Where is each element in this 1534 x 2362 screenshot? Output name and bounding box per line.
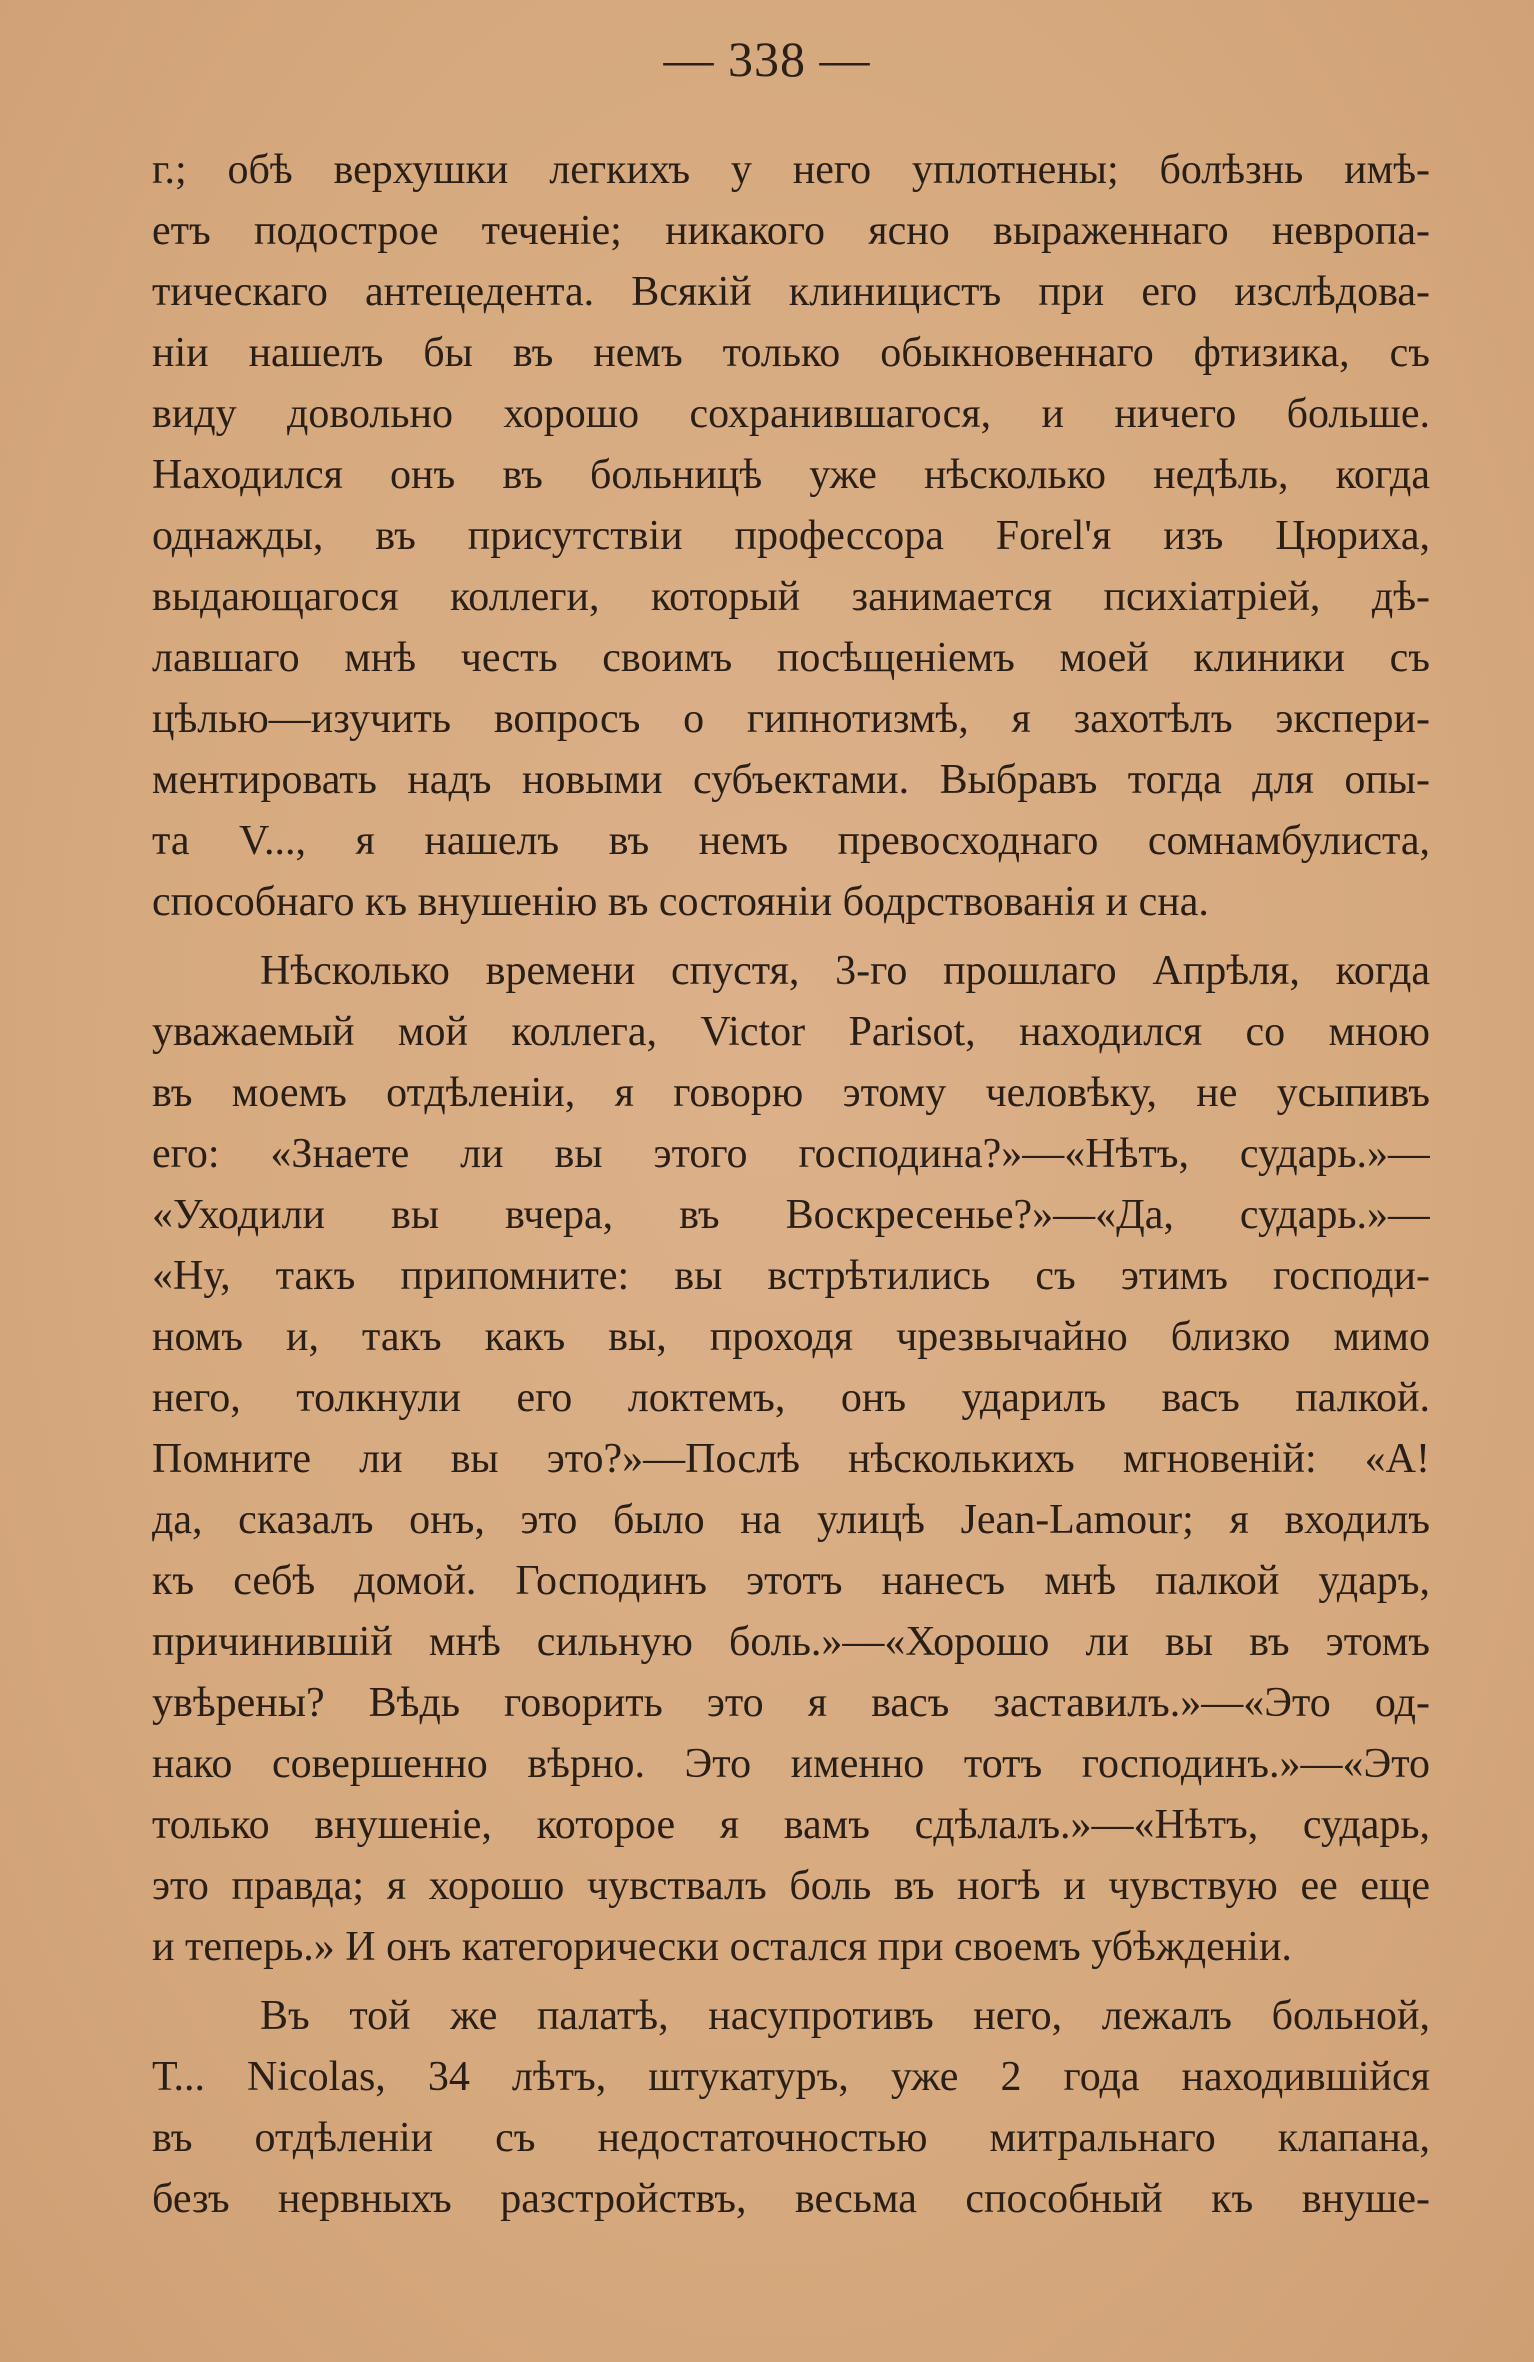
text-line: етъ подострое теченіе; никакого ясно выраженнаго невропа- bbox=[152, 208, 1430, 254]
text-line: способнаго къ внушенію въ состояніи бодрствованія и сна. bbox=[152, 879, 1209, 925]
text-line: Нѣсколько времени спустя, 3-го прошлаго Апрѣля, когда bbox=[260, 948, 1430, 994]
text-line: тическаго антецедента. Всякій клиницистъ при его изслѣдова- bbox=[152, 269, 1430, 315]
text-line: цѣлью—изучить вопросъ о гипнотизмѣ, я захотѣлъ экспери- bbox=[152, 696, 1430, 742]
text-line: въ моемъ отдѣленіи, я говорю этому человѣку, не усыпивъ bbox=[152, 1070, 1430, 1116]
text-line: него, толкнули его локтемъ, онъ ударилъ васъ палкой. bbox=[152, 1375, 1430, 1421]
text-line: лавшаго мнѣ честь своимъ посѣщеніемъ моей клиники съ bbox=[152, 635, 1430, 681]
text-line: только внушеніе, которое я вамъ сдѣлалъ.»—«Нѣтъ, сударь, bbox=[152, 1802, 1430, 1848]
text-line: и теперь.» И онъ категорически остался при своемъ убѣжденіи. bbox=[152, 1924, 1292, 1970]
text-line: Въ той же палатѣ, насупротивъ него, лежалъ больной, bbox=[260, 1993, 1430, 2039]
text-line: ментировать надъ новыми субъектами. Выбравъ тогда для опы- bbox=[152, 757, 1430, 803]
text-line: г.; обѣ верхушки легкихъ у него уплотнены; болѣзнь имѣ- bbox=[152, 147, 1430, 193]
text-line: къ себѣ домой. Господинъ этотъ нанесъ мнѣ палкой ударъ, bbox=[152, 1558, 1430, 1604]
text-line: это правда; я хорошо чувствалъ боль въ ногѣ и чувствую ее еще bbox=[152, 1863, 1430, 1909]
page-number: — 338 — bbox=[663, 31, 871, 87]
text-line: Т... Nicolas, 34 лѣтъ, штукатуръ, уже 2 года находившійся bbox=[152, 2054, 1430, 2100]
text-line: да, сказалъ онъ, это было на улицѣ Jean-Lamour; я входилъ bbox=[152, 1497, 1430, 1543]
text-line: та V..., я нашелъ въ немъ превосходнаго сомнамбулиста, bbox=[152, 818, 1430, 864]
text-line: Находился онъ въ больницѣ уже нѣсколько недѣль, когда bbox=[152, 452, 1430, 498]
paragraph-3 bbox=[152, 1986, 1430, 2230]
text-line: нако совершенно вѣрно. Это именно тотъ господинъ.»—«Это bbox=[152, 1741, 1430, 1787]
text-line: однажды, въ присутствіи профессора Forel'я изъ Цюриха, bbox=[152, 513, 1430, 559]
text-line: увѣрены? Вѣдь говорить это я васъ заставилъ.»—«Это од- bbox=[152, 1680, 1430, 1726]
text-line: ніи нашелъ бы въ немъ только обыкновеннаго фтизика, съ bbox=[152, 330, 1430, 376]
paragraph-2 bbox=[152, 941, 1430, 1978]
text-line: номъ и, такъ какъ вы, проходя чрезвычайно близко мимо bbox=[152, 1314, 1430, 1360]
text-line: Помните ли вы это?»—Послѣ нѣсколькихъ мгновеній: «А! bbox=[152, 1436, 1430, 1482]
text-line: виду довольно хорошо сохранившагося, и ничего больше. bbox=[152, 391, 1430, 437]
text-line: безъ нервныхъ разстройствъ, весьма способный къ внуше- bbox=[152, 2176, 1430, 2222]
text-line: «Уходили вы вчера, въ Воскресенье?»—«Да, сударь.»— bbox=[152, 1192, 1430, 1238]
text-line: причинившій мнѣ сильную боль.»—«Хорошо ли вы въ этомъ bbox=[152, 1619, 1430, 1665]
paragraph-1 bbox=[152, 140, 1430, 933]
text-line: «Ну, такъ припомните: вы встрѣтились съ этимъ господи- bbox=[152, 1253, 1430, 1299]
text-line: въ отдѣленіи съ недостаточностью митральнаго клапана, bbox=[152, 2115, 1430, 2161]
text-line: его: «Знаете ли вы этого господина?»—«Нѣтъ, сударь.»— bbox=[152, 1131, 1430, 1177]
text-line: выдающагося коллеги, который занимается психіатріей, дѣ- bbox=[152, 574, 1430, 620]
text-line: уважаемый мой коллега, Victor Parisot, находился со мною bbox=[152, 1009, 1430, 1055]
body-text bbox=[152, 140, 1430, 2230]
